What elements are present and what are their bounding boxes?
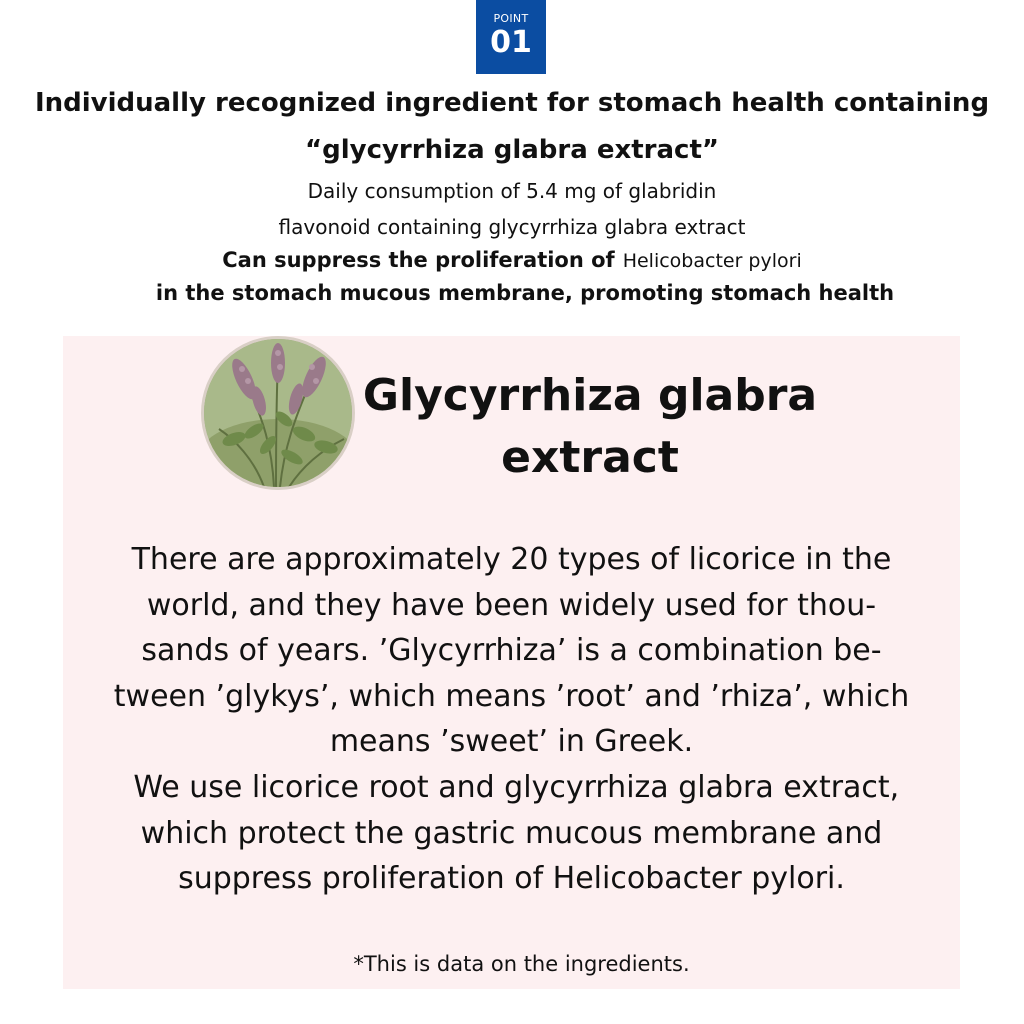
description-line: sands of years. ’Glycyrrhiza’ is a combination be- (141, 633, 882, 669)
description-line: means ’sweet’ in Greek. (329, 724, 694, 760)
description-line: tween ’glykys’, which means ’root’ and ’rhiza’, which (113, 678, 910, 714)
point-badge-number: 01 (490, 25, 532, 60)
licorice-plant-illustration (204, 339, 352, 487)
licorice-plant-photo-icon (201, 336, 355, 490)
headline-line-2: “glycyrrhiza glabra extract” (305, 135, 719, 165)
summary-line-4 (13, 280, 1024, 306)
summary-line-3-bold: Can suppress the proliferation of (222, 248, 615, 272)
summary-line-4-bold: in the stomach mucous membrane, promoting stomach health (155, 281, 895, 305)
ingredient-panel (63, 336, 960, 989)
ingredient-description (63, 537, 960, 902)
ingredient-footnote: *This is data on the ingredients. (353, 952, 690, 976)
ingredient-title-line-1: Glycyrrhiza glabra (362, 370, 818, 421)
description-line: which protect the gastric mucous membrane and (140, 815, 883, 851)
point-badge (476, 0, 546, 74)
summary-line-3-plain: Helicobacter pylori (622, 250, 802, 272)
headline-line-1: Individually recognized ingredient for stomach health containing (34, 88, 990, 118)
summary-line-2: flavonoid containing glycyrrhiza glabra extract (278, 215, 746, 239)
description-line: We use licorice root and glycyrrhiza glabra extract, (123, 769, 900, 805)
summary-line-1: Daily consumption of 5.4 mg of glabridin (307, 179, 717, 203)
summary-line-3 (0, 247, 1024, 274)
point-badge-label: POINT (493, 12, 529, 25)
ingredient-title-line-2: extract (501, 432, 679, 483)
description-line: suppress proliferation of Helicobacter pylori. (178, 861, 845, 897)
description-line: world, and they have been widely used for thou- (146, 587, 877, 623)
description-line: There are approximately 20 types of licorice in the (131, 542, 892, 577)
